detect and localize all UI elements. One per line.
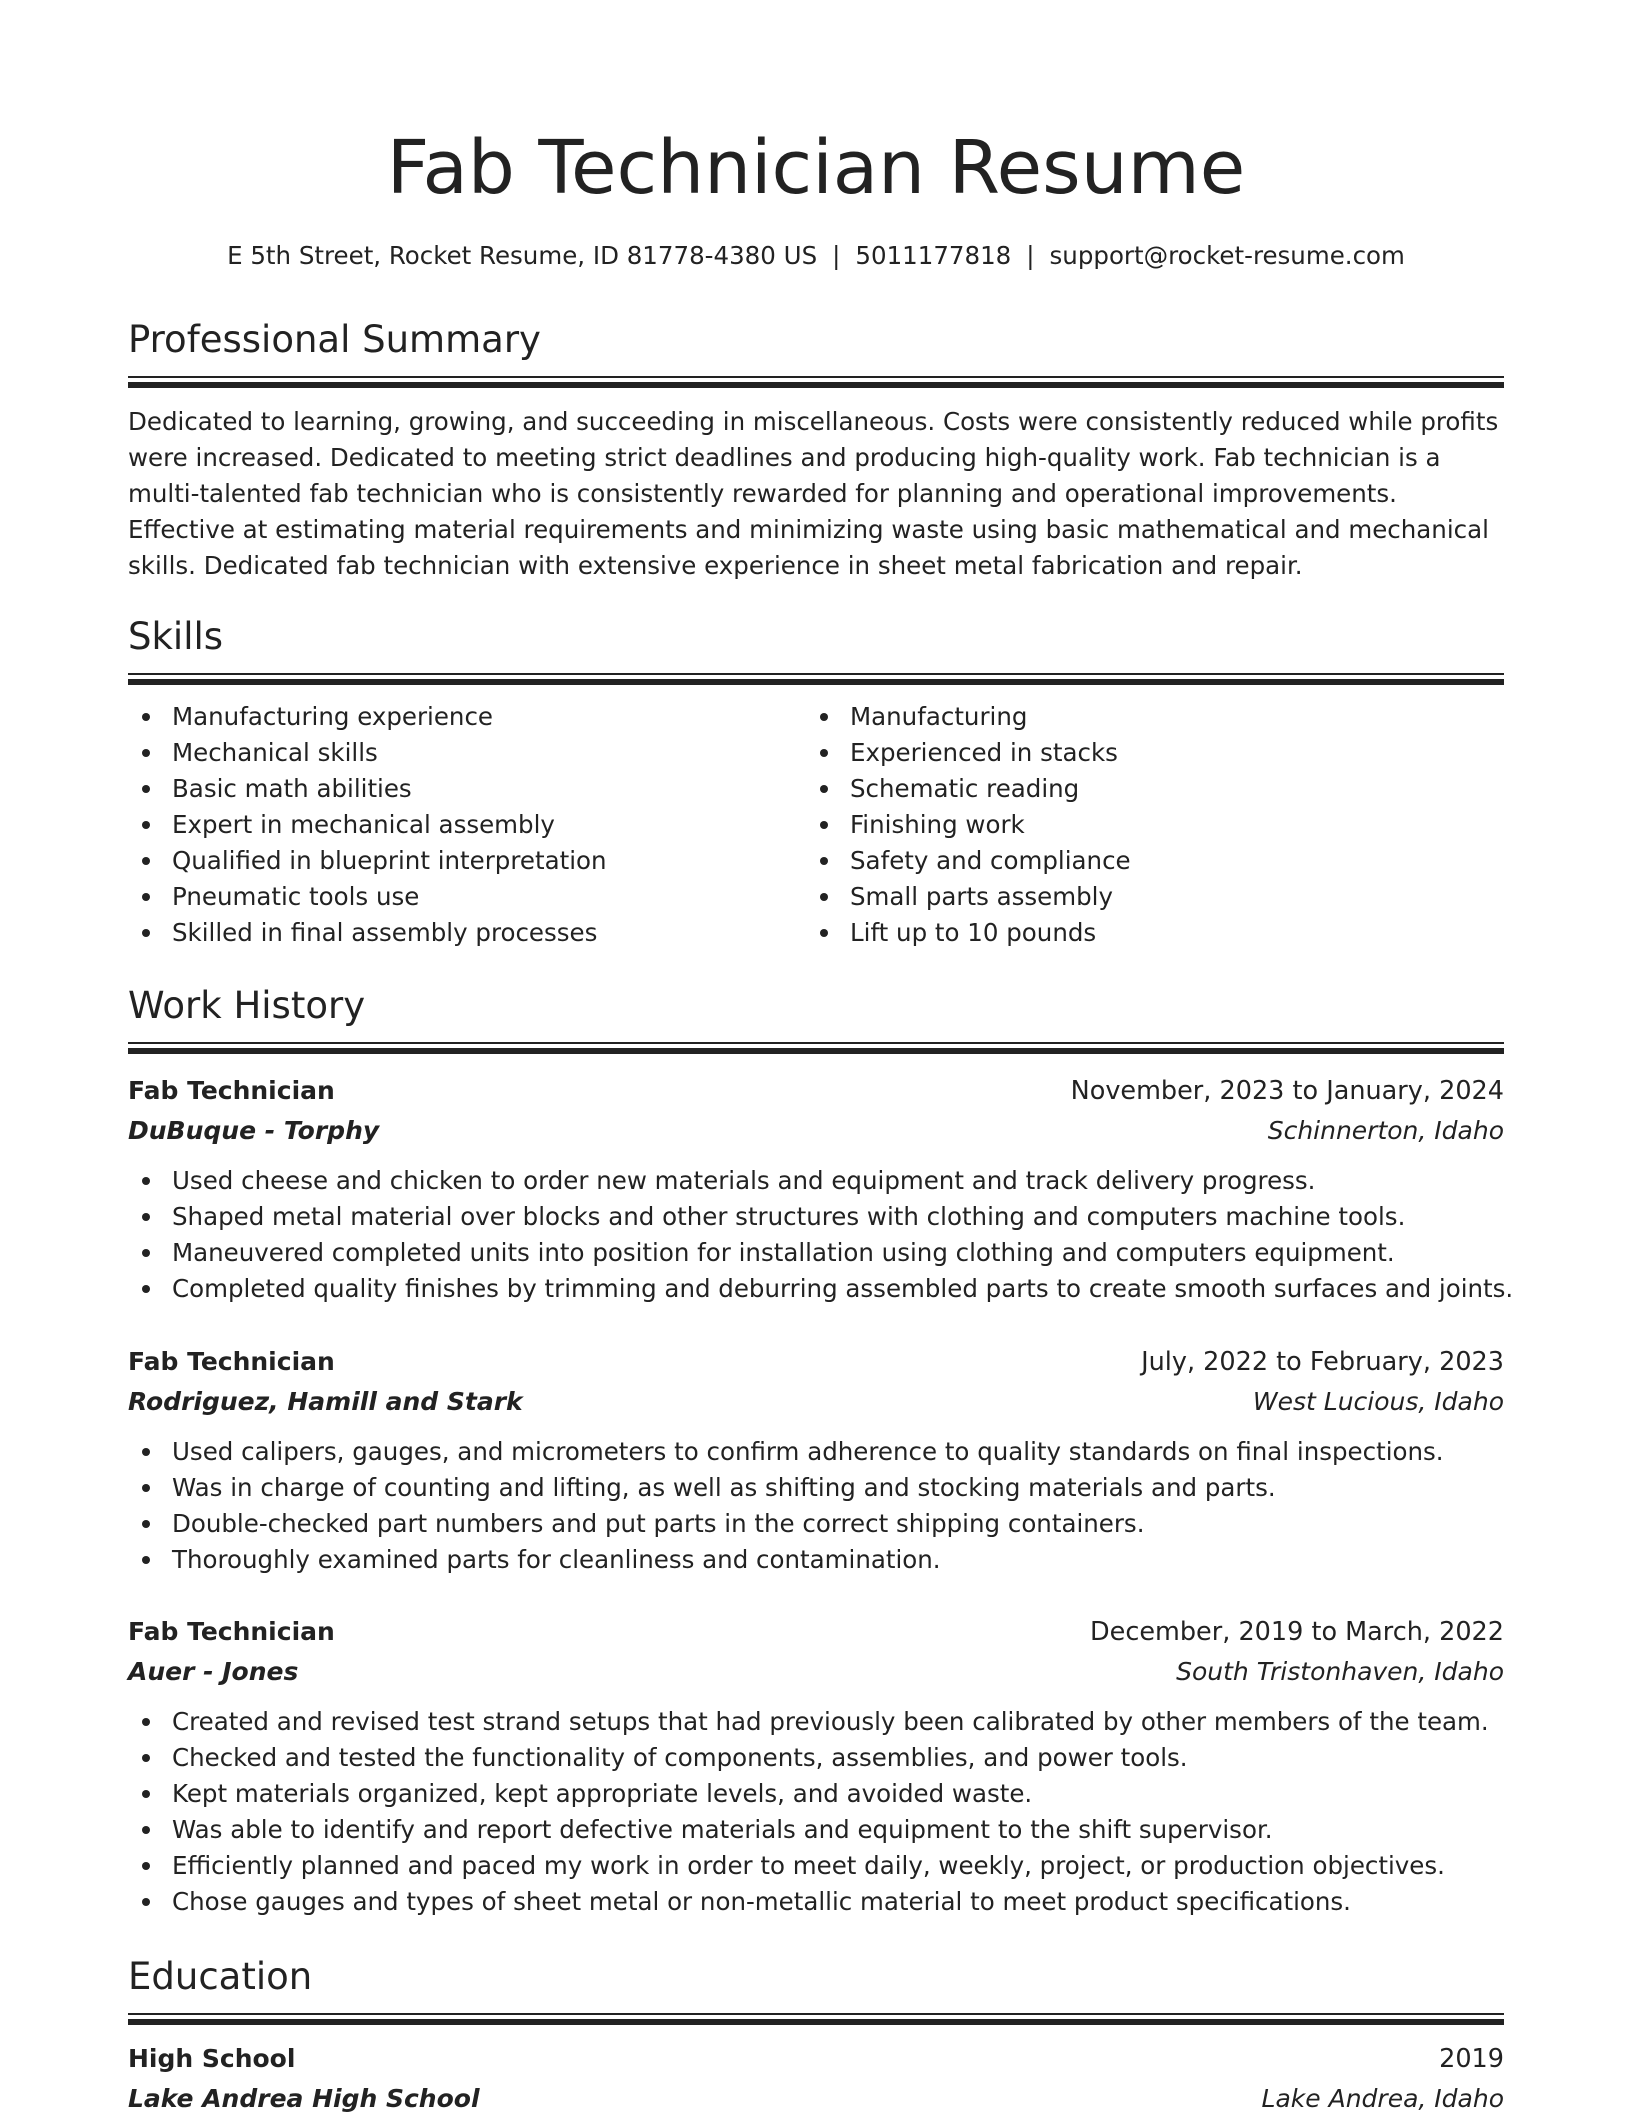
summary-text: Dedicated to learning, growing, and succeeding in miscellaneous. Costs were consistently reduced while profits were increased. Dedicated to meeting strict deadlines and producing high-quality work. Fab technician is a multi-talented fab technician who is consistently rewarded for planning and operational improvements. Effective at estimating material requirements and minimizing waste using basic mathematical and mechanical skills. Dedicated fab technician with extensive experience in sheet metal fabrication and repair. [128,407,1499,580]
job-title: Fab Technician [128,1347,335,1376]
job-dates: December, 2019 to March, 2022 [1090,1617,1504,1647]
section-divider [128,376,1504,388]
job-bullet: Maneuvered completed units into position for installation using clothing and computers equipment. [128,1235,1504,1271]
job-bullet: Kept materials organized, kept appropriate levels, and avoided waste. [128,1776,1504,1812]
job-company-row [128,1382,1504,1422]
education-school: Lake Andrea High School [128,2084,480,2113]
summary-section [128,316,1504,584]
job-header-row [128,1071,1504,1111]
skill-item: Schematic reading [806,771,1486,807]
skill-item: Qualified in blueprint interpretation [128,843,808,879]
job-company: Auer - Jones [128,1657,299,1686]
job-entry [128,1342,1504,1578]
education-year: 2019 [1439,2044,1504,2074]
skill-item: Skilled in final assembly processes [128,915,808,951]
contact-address: E 5th Street, Rocket Resume, ID 81778-4380 US [227,241,818,270]
resume-title: Fab Technician Resume [386,125,1246,211]
skill-item: Manufacturing [806,699,1486,735]
contact-separator: | [832,241,841,270]
work-history-section [128,982,1504,1054]
job-company: DuBuque - Torphy [128,1116,380,1145]
job-header-row [128,1612,1504,1652]
job-company-row [128,1652,1504,1692]
job-bullet: Used cheese and chicken to order new materials and equipment and track delivery progress. [128,1163,1504,1199]
job-location: South Tristonhaven, Idaho [1176,1657,1504,1686]
education-school-row [128,2079,1504,2119]
contact-phone: 5011177818 [855,241,1012,270]
education-section [128,1953,1504,2025]
education-location: Lake Andrea, Idaho [1261,2084,1504,2113]
contact-line [128,238,1504,274]
education-degree: High School [128,2044,296,2073]
job-bullets [128,1163,1514,1307]
job-bullet: Completed quality finishes by trimming and deburring assembled parts to create smooth surfaces and joints. [128,1271,1504,1307]
job-bullet: Efficiently planned and paced my work in order to meet daily, weekly, project, or production objectives. [128,1848,1504,1884]
job-bullets [128,1704,1504,1920]
job-bullet: Chose gauges and types of sheet metal or non-metallic material to meet product specifications. [128,1884,1504,1920]
section-heading: Education [128,1955,313,1998]
skill-item: Expert in mechanical assembly [128,807,808,843]
skill-item: Lift up to 10 pounds [806,915,1486,951]
job-company: Rodriguez, Hamill and Stark [128,1387,523,1416]
skill-item: Finishing work [806,807,1486,843]
job-bullet: Created and revised test strand setups that had previously been calibrated by other members of the team. [128,1704,1504,1740]
job-bullet: Shaped metal material over blocks and other structures with clothing and computers machine tools. [128,1199,1504,1235]
section-divider [128,1042,1504,1054]
job-company-row [128,1111,1504,1151]
job-dates: July, 2022 to February, 2023 [1141,1347,1504,1377]
education-header-row [128,2039,1504,2079]
section-heading: Work History [128,984,366,1027]
job-bullet: Was able to identify and report defective materials and equipment to the shift supervisor. [128,1812,1504,1848]
skill-item: Manufacturing experience [128,699,808,735]
job-bullet: Used calipers, gauges, and micrometers to confirm adherence to quality standards on final inspections. [128,1434,1504,1470]
job-bullet: Checked and tested the functionality of components, assemblies, and power tools. [128,1740,1504,1776]
job-title: Fab Technician [128,1076,335,1105]
skill-item: Basic math abilities [128,771,808,807]
skills-list-left [128,699,808,951]
skill-item: Pneumatic tools use [128,879,808,915]
skill-item: Experienced in stacks [806,735,1486,771]
skill-item: Small parts assembly [806,879,1486,915]
job-entry [128,1612,1504,1920]
job-bullet: Was in charge of counting and lifting, as well as shifting and stocking materials and parts. [128,1470,1504,1506]
education-entry [128,2039,1504,2119]
contact-separator: | [1026,241,1035,270]
job-title: Fab Technician [128,1617,335,1646]
section-heading: Skills [128,615,224,658]
skill-item: Safety and compliance [806,843,1486,879]
job-entry [128,1071,1514,1307]
section-heading: Professional Summary [128,318,541,361]
job-bullet: Thoroughly examined parts for cleanliness and contamination. [128,1542,1504,1578]
skills-section [128,613,1504,947]
section-divider [128,2013,1504,2025]
job-dates: November, 2023 to January, 2024 [1070,1076,1504,1106]
contact-email: support@rocket-resume.com [1049,241,1405,270]
skills-list-right [806,699,1486,951]
skill-item: Mechanical skills [128,735,808,771]
section-divider [128,673,1504,685]
job-header-row [128,1342,1504,1382]
job-location: West Lucious, Idaho [1252,1387,1504,1416]
job-bullet: Double-checked part numbers and put parts in the correct shipping containers. [128,1506,1504,1542]
job-location: Schinnerton, Idaho [1267,1116,1504,1145]
job-bullets [128,1434,1504,1578]
